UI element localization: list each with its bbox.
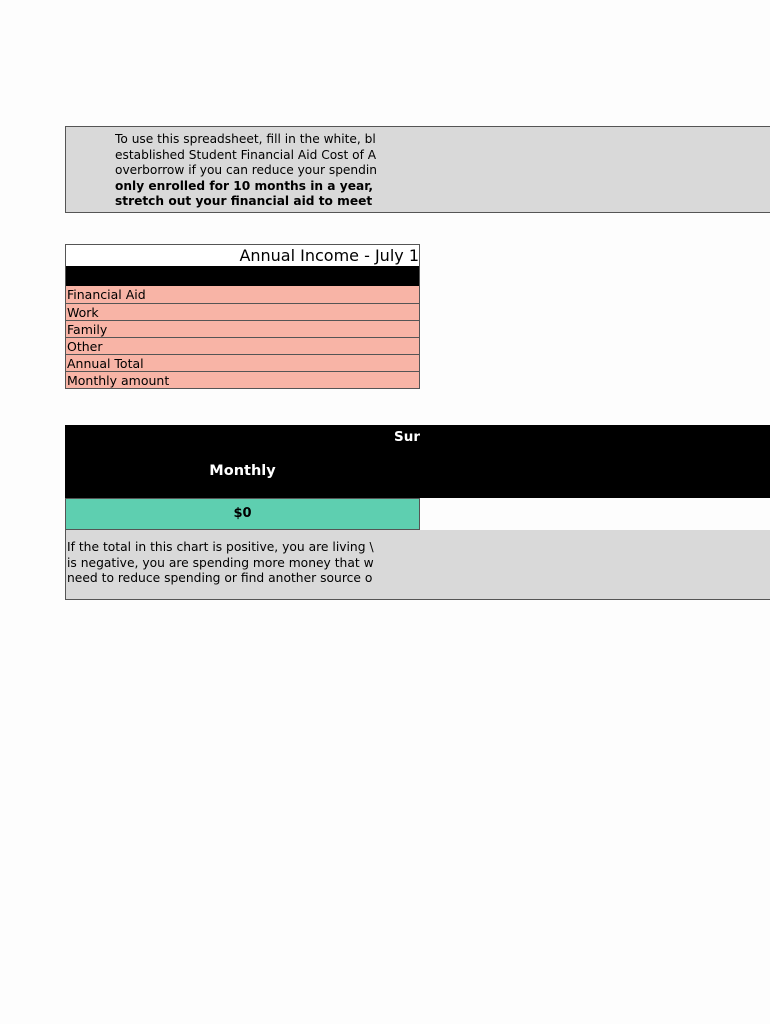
- income-row-work[interactable]: Work: [66, 303, 419, 320]
- instructions-text: [115, 132, 419, 210]
- instructions-box: [65, 126, 770, 213]
- income-row-annual-total[interactable]: Annual Total: [66, 354, 419, 371]
- income-row-other[interactable]: Other: [66, 337, 419, 354]
- instructions-cell: [65, 127, 419, 212]
- instructions-line: established Student Financial Aid Cost of A: [115, 147, 377, 162]
- summary-note-line: need to reduce spending or find another source o: [67, 571, 373, 585]
- summary-monthly-label: Monthly: [209, 463, 276, 479]
- instructions-line: stretch out your financial aid to meet: [115, 194, 373, 208]
- summary-header: [65, 425, 770, 498]
- summary-note-cell: [65, 530, 420, 599]
- income-table-title: Annual Income - July 1: [239, 246, 419, 265]
- income-row-financial-aid[interactable]: Financial Aid: [66, 286, 419, 303]
- summary-note-box: [65, 530, 770, 600]
- instructions-line: To use this spreadsheet, fill in the white, bl: [115, 132, 376, 146]
- summary-note-text: [67, 540, 420, 587]
- income-row-monthly-amount[interactable]: Monthly amount: [66, 371, 419, 388]
- annual-income-table: [65, 244, 420, 389]
- summary-monthly-value[interactable]: $0: [65, 498, 420, 530]
- summary-note-line: If the total in this chart is positive, you are living \: [67, 540, 374, 554]
- summary-title: Sur: [394, 429, 420, 445]
- income-table-header: [66, 266, 419, 286]
- instructions-line: overborrow if you can reduce your spendin: [115, 163, 378, 177]
- summary-note-line: is negative, you are spending more money that w: [67, 555, 374, 570]
- income-row-family[interactable]: Family: [66, 320, 419, 337]
- instructions-line: only enrolled for 10 months in a year,: [115, 178, 374, 193]
